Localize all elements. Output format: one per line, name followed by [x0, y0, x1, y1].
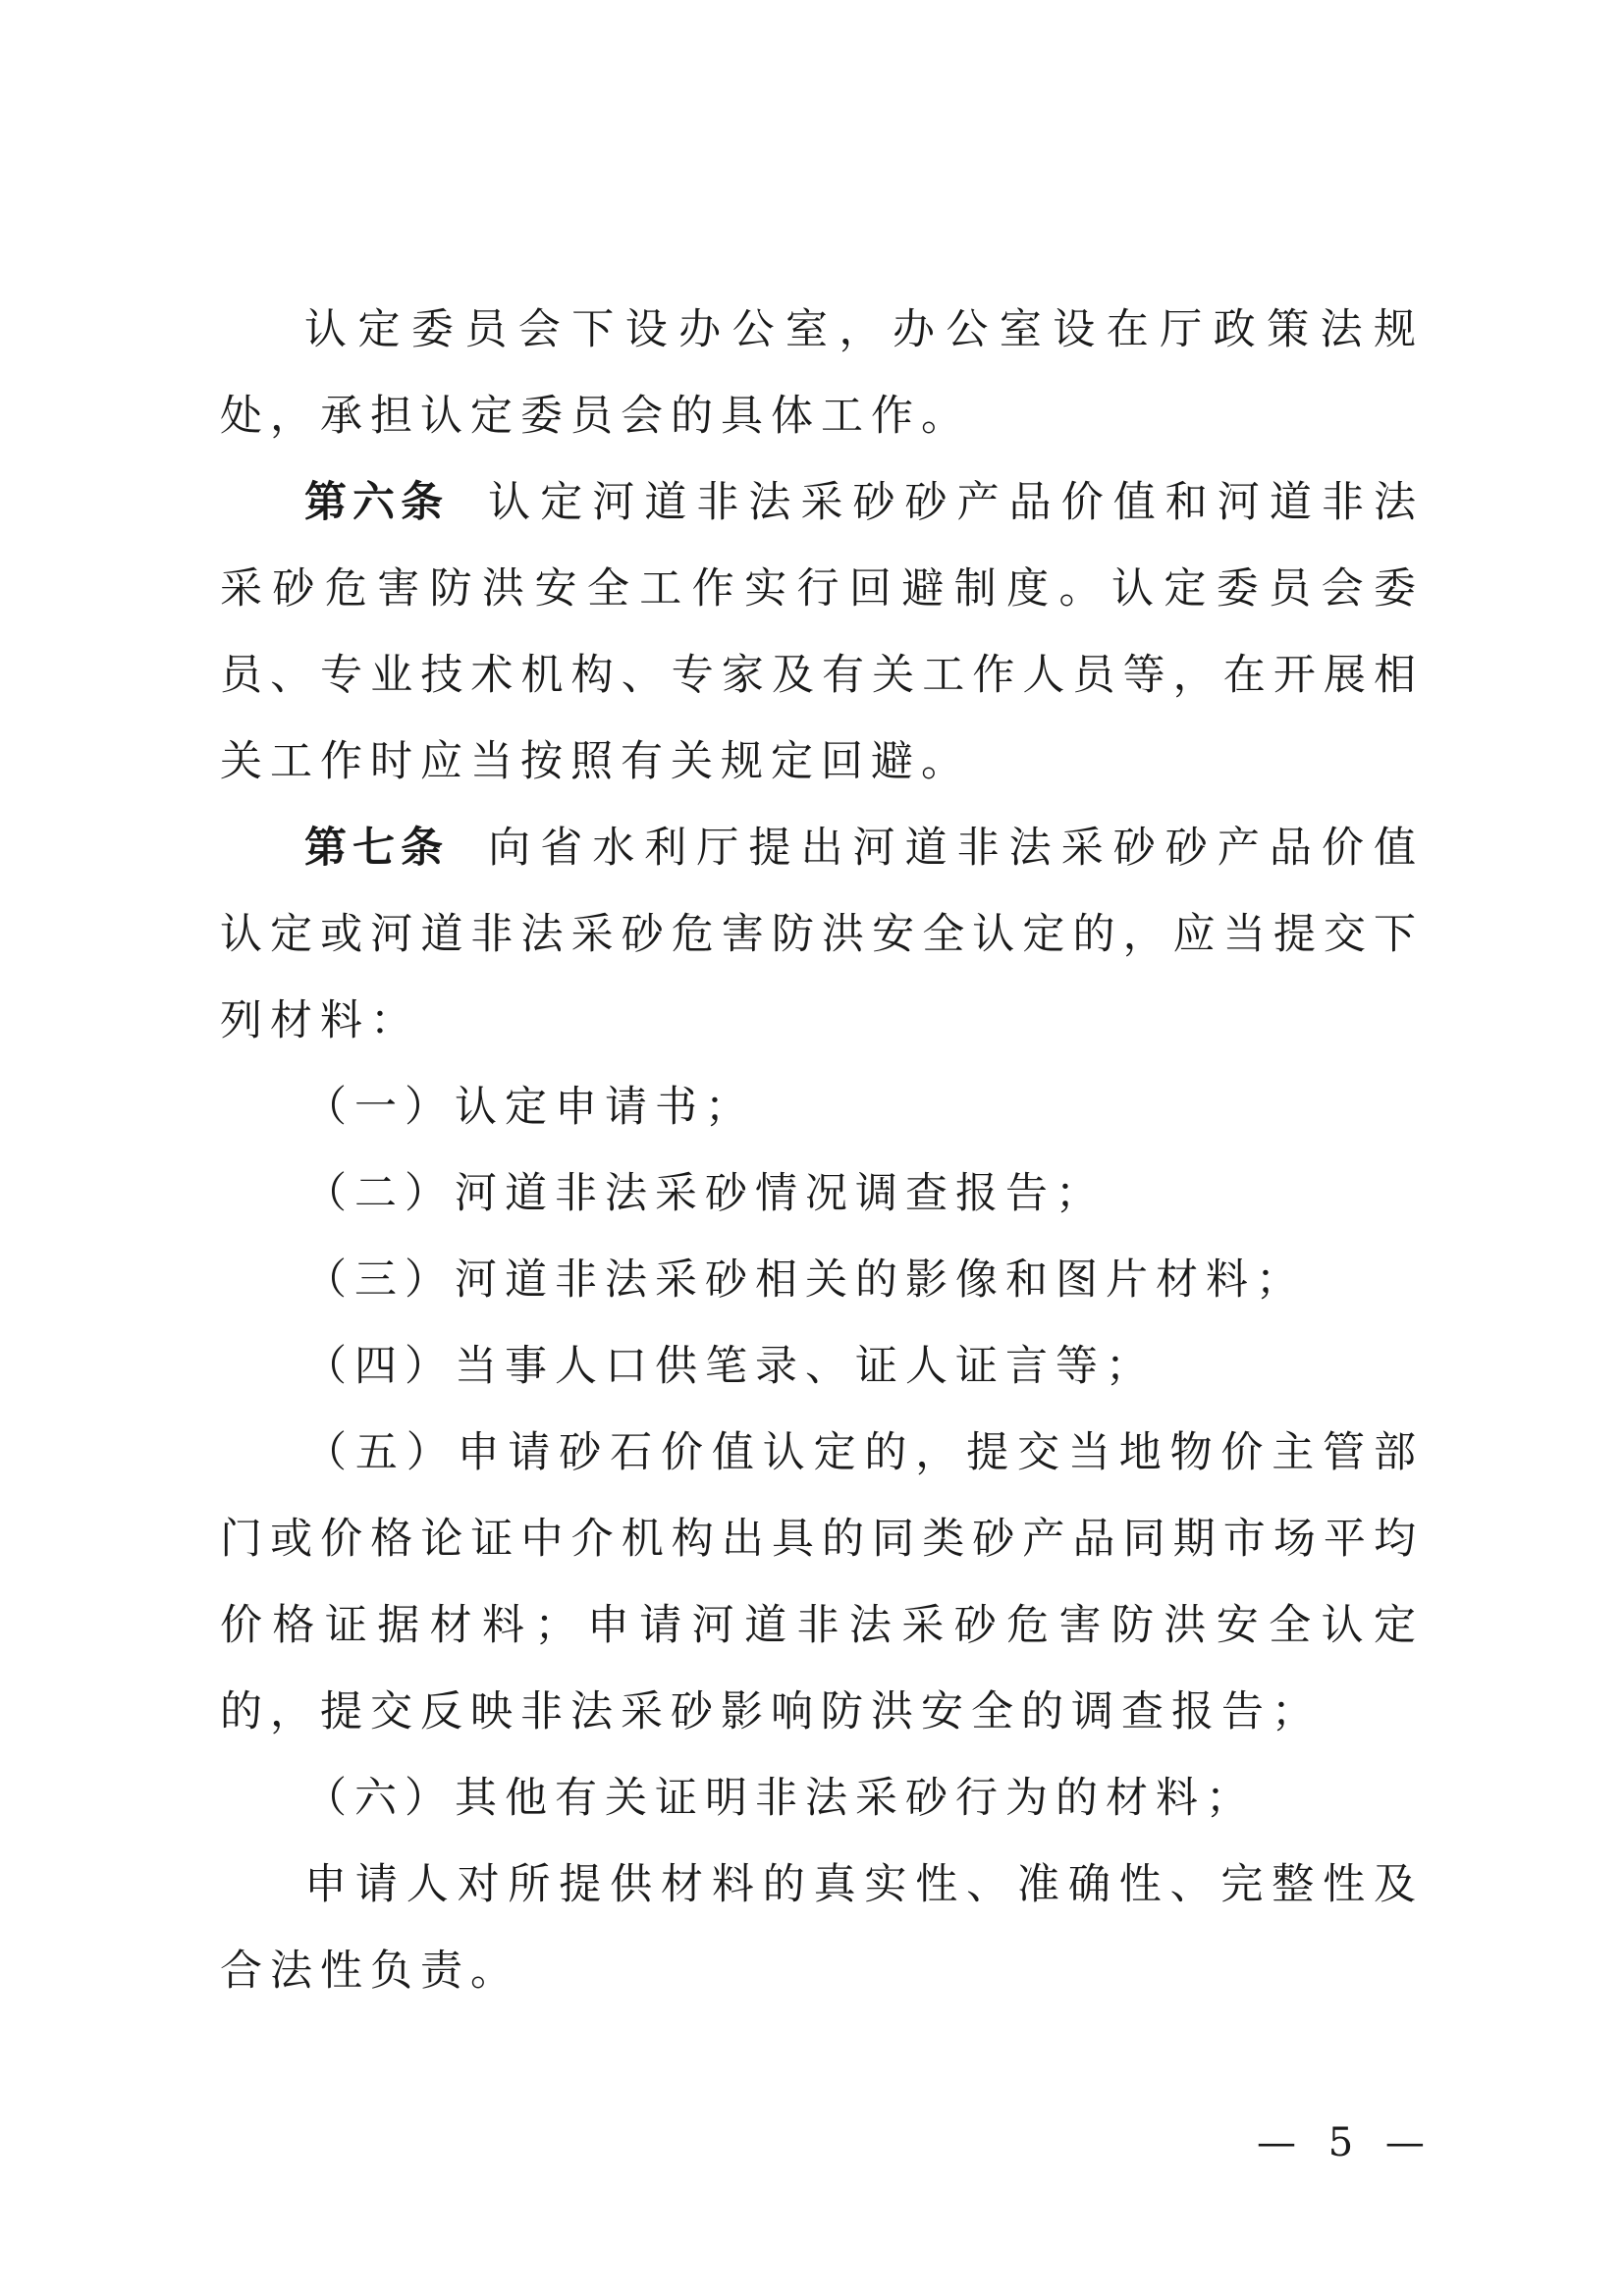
- article-label: 第七条: [304, 824, 450, 873]
- paragraph-text: 认定河道非法采砂砂产品价值和河道非法采砂危害防洪安全工作实行回避制度。认定委员会委员、专业技术机构、专家及有关工作人员等，在开展相关工作时应当按照有关规定回避。: [220, 478, 1425, 786]
- paragraph-text: 申请人对所提供材料的真实性、准确性、完整性及合法性负责。: [220, 1860, 1424, 1996]
- paragraph-text: （三）河道非法采砂相关的影像和图片材料；: [304, 1255, 1306, 1305]
- paragraph-text: （四）当事人口供笔录、证人证言等；: [304, 1342, 1156, 1391]
- document-body: [220, 287, 1424, 2014]
- paragraph-text: 向省水利厅提出河道非法采砂砂产品价值认定或河道非法采砂危害防洪安全认定的，应当提交下列材料：: [220, 824, 1425, 1045]
- list-item-3: [220, 1237, 1424, 1323]
- paragraph-responsibility: [220, 1842, 1424, 2014]
- paragraph-office: [220, 287, 1424, 459]
- paragraph-text: （五）申请砂石价值认定的，提交当地物价主管部门或价格论证中介机构出具的同类砂产品同期市场平均价格证据材料；申请河道非法采砂危害防洪安全认定的，提交反映非法采砂影响防洪安全的调查报告；: [220, 1428, 1424, 1736]
- article-label: 第六条: [304, 478, 450, 527]
- list-item-1: [220, 1064, 1424, 1150]
- page-number: — 5 —: [1257, 2120, 1435, 2165]
- paragraph-article-7: [220, 805, 1424, 1064]
- paragraph-text: （二）河道非法采砂情况调查报告；: [304, 1169, 1106, 1218]
- list-item-5: [220, 1410, 1424, 1755]
- paragraph-text: （一）认定申请书；: [304, 1083, 755, 1132]
- list-item-6: [220, 1755, 1424, 1842]
- list-item-2: [220, 1150, 1424, 1237]
- paragraph-article-6: [220, 459, 1424, 805]
- paragraph-text: （六）其他有关证明非法采砂行为的材料；: [304, 1774, 1256, 1823]
- paragraph-text: 认定委员会下设办公室，办公室设在厅政策法规处，承担认定委员会的具体工作。: [220, 305, 1424, 441]
- list-item-4: [220, 1323, 1424, 1410]
